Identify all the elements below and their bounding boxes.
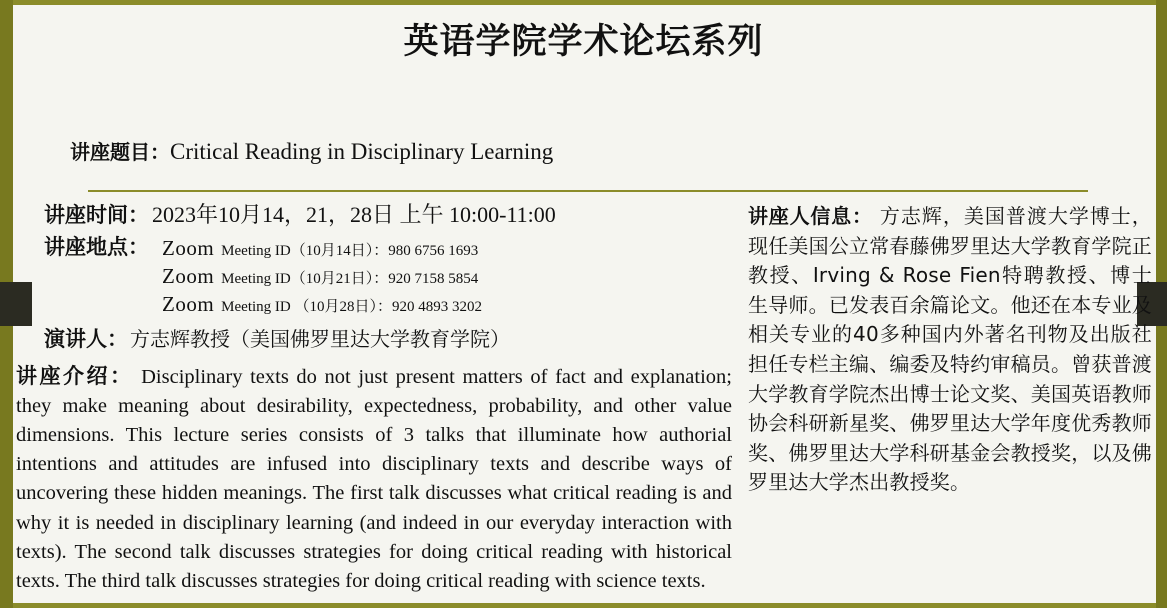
lecture-time-label: 讲座时间： (44, 203, 149, 227)
zoom-platform-name: Zoom (162, 292, 215, 316)
speaker-bio-label: 讲座人信息： (748, 204, 873, 228)
abstract-label: 讲座介绍： (16, 364, 134, 388)
speaker-label: 演讲人： (44, 327, 128, 351)
lecture-topic (70, 136, 553, 165)
zoom-session-list (162, 236, 734, 317)
zoom-platform-name: Zoom (162, 264, 215, 288)
zoom-platform-name: Zoom (162, 236, 215, 260)
zoom-meeting-id: Meeting ID （10月28日）：920 4893 3202 (221, 299, 482, 315)
page-title: 英语学院学术论坛系列 (403, 21, 764, 62)
abstract-section (16, 362, 732, 596)
border-bottom (13, 603, 1156, 608)
zoom-session-item (162, 236, 734, 261)
speaker-row (44, 323, 734, 353)
lecture-topic-value: Critical Reading in Disciplinary Learning (170, 139, 554, 164)
abstract-body: Disciplinary texts do not just present matters of fact and explanation; they make meaning about desirability, expectedness, probability, and other value dimensions. This lecture series consists of 3 talks that illuminate how authorial intentions and attitudes are infused into disciplinary texts and describe ways of uncovering these hidden meanings. The first talk discusses what critical reading is and why it is needed in disciplinary learning (and indeed in our everyday interaction with texts). The second talk discusses strategies for doing critical reading with historical texts. The third talk discusses strategies for doing critical reading with science texts. (16, 366, 732, 592)
speaker-bio-body: 方志辉，美国普渡大学博士，现任美国公立常春藤佛罗里达大学教育学院正教授、Irving & Rose Fien特聘教授、博士生导师。已发表百余篇论文。他还在本专业及相关专业的40多种国内外著名刊物及出版社担任专栏主编、编委及特约审稿员。曾获普渡大学教育学院杰出博士论文奖、美国英语教师协会科研新星奖、佛罗里达大学年度优秀教师奖、佛罗里达大学科研基金会教授奖，以及佛罗里达大学杰出教授奖。 (748, 204, 1152, 495)
zoom-session-item (162, 264, 734, 289)
zoom-meeting-id: Meeting ID（10月21日）：920 7158 5854 (221, 271, 479, 287)
ribbon-left-decoration (0, 282, 32, 326)
lecture-details (44, 198, 734, 353)
border-top (13, 0, 1156, 5)
speaker-value: 方志辉教授（美国佛罗里达大学教育学院） (130, 327, 510, 351)
lecture-time-row (44, 198, 734, 229)
zoom-session-item (162, 292, 734, 317)
lecture-time-value: 2023年10月14，21，28日 上午 10:00-11:00 (152, 202, 556, 227)
zoom-meeting-id: Meeting ID（10月14日）：980 6756 1693 (221, 243, 479, 259)
divider (88, 190, 1088, 192)
speaker-bio-section (748, 202, 1152, 498)
lecture-topic-label: 讲座题目： (70, 140, 170, 164)
lecture-venue-label: 讲座地点： (44, 235, 149, 259)
